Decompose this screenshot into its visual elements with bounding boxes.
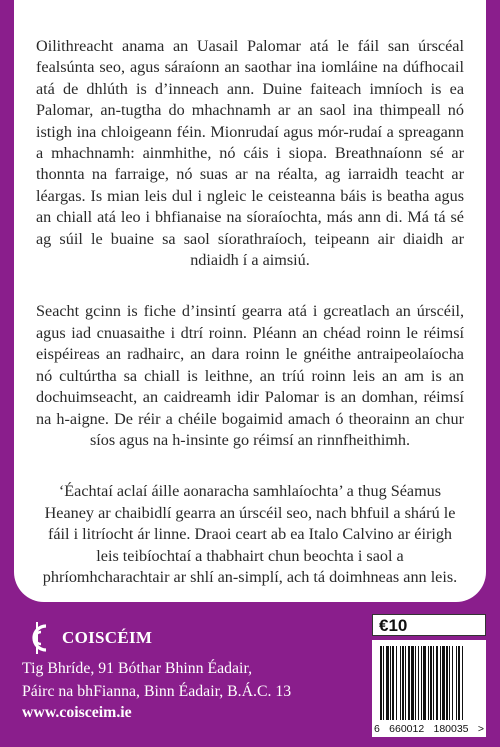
blurb-paragraph-2: Seacht gcinn is fiche d’insintí gearra atá i gcreatlach an úrscéil, agus iad cnuasaithe i dtrí roinn. Pléann an chéad roinn le réimsí eispéireas an radhairc, an dara roinn le gnéithe antraipeolaíocha nó cultúrtha sa chiall is leithne, an tríú roinn leis an am is an dochuimseacht, an caidreamh idir Palomar is an domhan, réimsí na h-aigne. De réir a chéile bogaimid amach ó theorainn an chur síos agus na h-insinte go réimsí an rinnfheithimh. — [36, 302, 464, 449]
barcode-bar — [390, 646, 391, 720]
coisceim-logo-icon — [22, 620, 56, 656]
barcode — [372, 640, 486, 737]
barcode-bar — [446, 646, 448, 720]
blurb-paragraph-3: ‘Éachtaí aclaí áille aonaracha samhlaíochta’ a thug Séamus Heaney ar chaibidlí gearra an úrscéil seo, nach bhfuil a shárú le fáil i litríocht ár linne. Draoi ceart ab ea Italo Calvino ar éirigh leis teibíochtaí a thabhairt chun beochta i saol a phríomhcharachtair ar shlí an-simplí, ach tá doimhneas ann leis. — [42, 482, 458, 586]
barcode-bar — [428, 646, 429, 720]
barcode-bar — [411, 646, 414, 720]
barcode-bar — [430, 646, 432, 720]
blurb-panel — [14, 0, 486, 602]
barcode-bar — [421, 646, 422, 720]
publisher-address-line-2: Páirc na bhFianna, Binn Éadair, B.Á.C. 13 — [22, 683, 292, 700]
barcode-bar — [442, 646, 445, 720]
publisher-block — [22, 620, 362, 723]
barcode-bar — [392, 646, 394, 720]
barcode-bars — [372, 640, 486, 724]
barcode-bar — [402, 646, 404, 720]
barcode-bar — [423, 646, 426, 720]
price-label: €10 — [372, 614, 486, 636]
publisher-logo — [22, 620, 362, 656]
barcode-bar — [418, 646, 419, 720]
barcode-bar — [380, 646, 382, 720]
blurb-text — [36, 36, 464, 588]
publisher-name: COISCÉIM — [62, 628, 153, 647]
barcode-trail: > — [477, 723, 484, 735]
barcode-bar — [452, 646, 453, 720]
barcode-bar — [449, 646, 450, 720]
barcode-bar — [436, 646, 438, 720]
barcode-group-2: 180035 — [433, 723, 469, 735]
publisher-address-line-1: Tig Bhríde, 91 Bóthar Bhinn Éadair, — [22, 660, 253, 677]
barcode-bar — [462, 646, 463, 720]
barcode-bar — [405, 646, 406, 720]
barcode-bar — [440, 646, 441, 720]
barcode-bar — [386, 646, 389, 720]
publisher-website[interactable]: www.coisceim.ie — [22, 704, 132, 721]
barcode-bar — [458, 646, 460, 720]
barcode-group-1: 660012 — [389, 723, 425, 735]
barcode-bar — [400, 646, 401, 720]
barcode-bar — [408, 646, 410, 720]
barcode-lead-digit: 6 — [374, 723, 380, 735]
barcode-numbers — [372, 723, 486, 735]
barcode-bar — [415, 646, 416, 720]
barcode-bar — [456, 646, 457, 720]
barcode-bar — [433, 646, 434, 720]
barcode-bar — [396, 646, 397, 720]
barcode-bar — [383, 646, 384, 720]
blurb-paragraph-1: Oilithreacht anama an Uasail Palomar atá le fáil san úrscéal fealsúnta seo, agus sáraíonn an saothar ina iomláine na dúfhocail atá de dhlúth is d’inneach ann. Duine faiteach imníoch is ea Palomar, an-tugtha do mhachnamh ar an saol ina thimpeall nó istigh ina chloigeann féin. Mionrudaí agus mór-rudaí a spreagann a mhachnamh: ainmhithe, nó cáis i siopa. Breathnaíonn sé ar thonnta na farraige, nó suas ar na réalta, ag iarraidh teacht ar léargas. Is mian leis dul i ngleic le ceisteanna báis is beatha agus an chiall atá leo i bhfianaise na síoraíochta, más ann di. Má tá sé ag súil le buaine sa saol síorathraíoch, teipeann air diaidh ar ndiaidh í a aimsiú. — [36, 37, 464, 270]
